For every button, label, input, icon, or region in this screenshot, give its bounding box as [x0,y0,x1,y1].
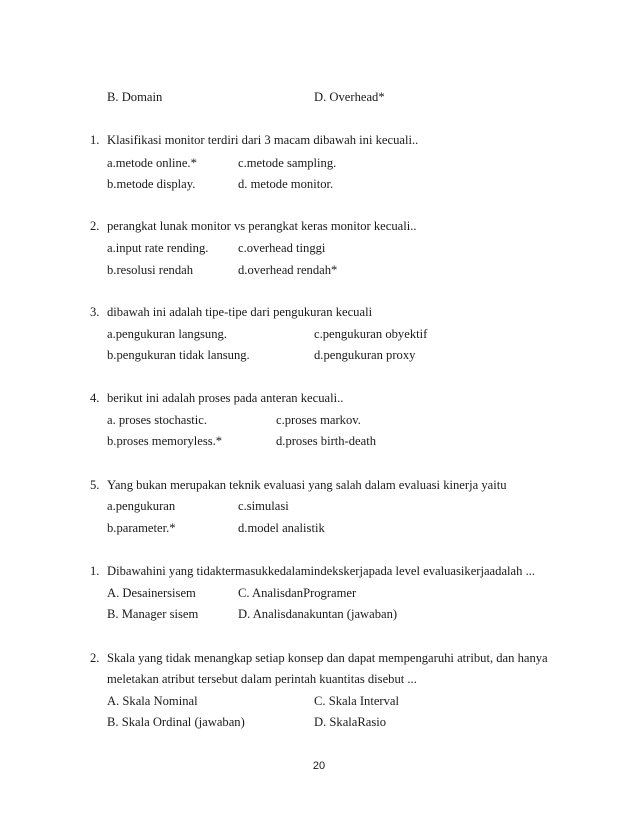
question-text: Skala yang tidak menangkap setiap konsep dan dapat mempengaruhi atribut, dan hanya [107,651,548,665]
option-d: D. Analisdanakuntan (jawaban) [238,607,398,621]
question-text: Dibawahini yang tidaktermasukkedalamindekskerjapada level evaluasikerjaadalah ... [107,564,536,578]
option-d: d. metode monitor. [238,177,334,191]
option-a: a. proses stochastic. [107,413,208,427]
option-d: d.proses birth-death [276,434,377,448]
option-b: b.parameter.* [107,521,176,535]
question-text: perangkat lunak monitor vs perangkat keras monitor kecuali.. [107,219,417,233]
option-b: b.pengukuran tidak lansung. [107,348,250,362]
option-d: D. Overhead* [314,90,385,104]
page-number: 20 [312,760,326,772]
option-b: b.resolusi rendah [107,263,194,277]
question-text: Yang bukan merupakan teknik evaluasi yang salah dalam evaluasi kinerja yaitu [107,478,507,492]
option-c: c.proses markov. [276,413,361,427]
option-d: d.overhead rendah* [238,263,338,277]
option-b: B. Domain [107,90,163,104]
question-text: berikut ini adalah proses pada anteran kecuali.. [107,391,344,405]
question-number: 5. [90,478,100,492]
question-number: 3. [90,305,100,319]
question-number: 4. [90,391,100,405]
option-c: c.simulasi [238,499,289,513]
question-text: dibawah ini adalah tipe-tipe dari pengukuran kecuali [107,305,373,319]
question-text: Klasifikasi monitor terdiri dari 3 macam dibawah ini kecuali.. [107,133,419,147]
option-a: A. Desainersisem [107,586,196,600]
question-number: 1. [90,133,100,147]
option-b: B. Skala Ordinal (jawaban) [107,715,245,729]
option-a: A. Skala Nominal [107,694,198,708]
option-c: C. Skala Interval [314,694,399,708]
option-a: a.pengukuran [107,499,176,513]
option-c: c.overhead tinggi [238,241,326,255]
question-number: 2. [90,651,100,665]
option-d: d.pengukuran proxy [314,348,416,362]
question-text-continued: meletakan atribut tersebut dalam perintah kuantitas disebut ... [107,672,417,686]
option-c: c.pengukuran obyektif [314,327,428,341]
option-d: D. SkalaRasio [314,715,387,729]
option-b: b.proses memoryless.* [107,434,223,448]
question-number: 1. [90,564,100,578]
option-d: d.model analistik [238,521,325,535]
question-number: 2. [90,219,100,233]
option-c: C. AnalisdanProgramer [238,586,357,600]
option-a: a.metode online.* [107,156,197,170]
option-a: a.pengukuran langsung. [107,327,227,341]
option-a: a.input rate rending. [107,241,209,255]
option-b: B. Manager sisem [107,607,199,621]
option-c: c.metode sampling. [238,156,337,170]
option-b: b.metode display. [107,177,196,191]
